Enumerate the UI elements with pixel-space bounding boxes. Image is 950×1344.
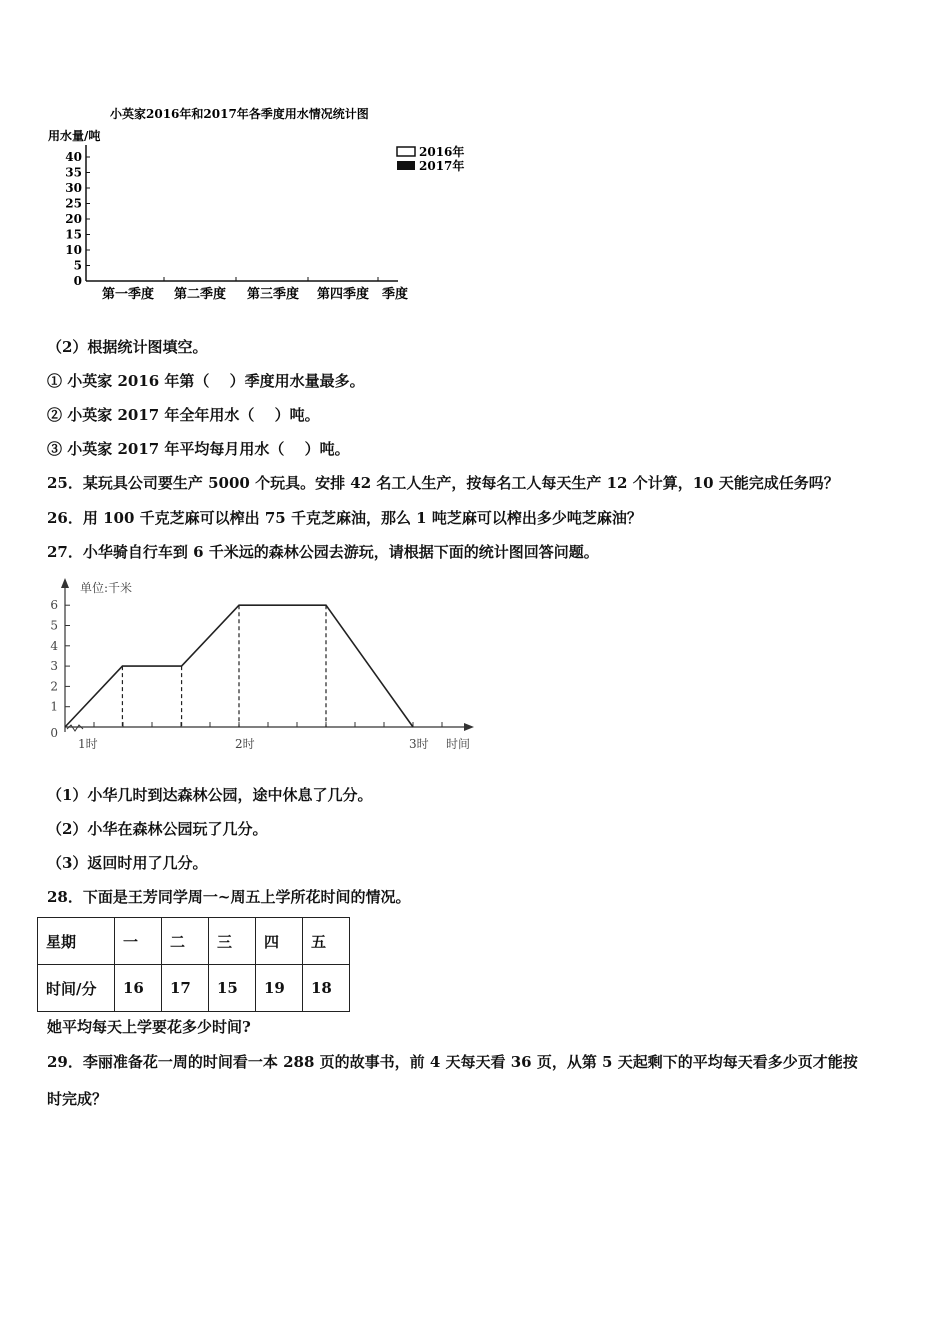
q27-sub2: （2）小华在森林公园玩了几分。: [47, 820, 268, 838]
chart1-title: 小英家2016年和2017年各季度用水情况统计图: [110, 107, 369, 121]
water-usage-chart: [40, 100, 480, 315]
x-tick-label: 2时: [235, 737, 255, 751]
table-cell: 三: [209, 918, 256, 965]
question-27: 27．小华骑自行车到 6 千米远的森林公园去游玩，请根据下面的统计图回答问题。: [47, 543, 599, 561]
y-tick-label: 25: [65, 196, 82, 211]
table-cell: 二: [162, 918, 209, 965]
distance-time-chart: [40, 570, 490, 760]
chart2-y-ticks: [50, 598, 70, 740]
table-cell: 16: [115, 965, 162, 1012]
question-26: 26．用 100 千克芝麻可以榨出 75 千克芝麻油，那么 1 吨芝麻可以榨出多少吨芝麻油？: [47, 509, 642, 527]
y-tick-label: 10: [65, 243, 82, 257]
q24-item3: ③ 小英家 2017 年平均每月用水（ ）吨。: [47, 440, 350, 458]
y-tick-label: 4: [50, 638, 58, 653]
y-tick-label: 3: [50, 659, 58, 674]
y-tick-label: 0: [50, 726, 58, 740]
table-cell: 17: [162, 965, 209, 1012]
chart2-x-arrow: [464, 723, 474, 731]
table-cell: 五: [303, 918, 350, 965]
table-cell: 18: [303, 965, 350, 1012]
table-cell: 星期: [38, 918, 115, 965]
x-tick-label: 第三季度: [246, 287, 300, 302]
q28-question: 她平均每天上学要花多少时间?: [47, 1018, 251, 1036]
schedule-table: [37, 917, 350, 1012]
question-29-line1: 29．李丽准备花一周的时间看一本 288 页的故事书，前 4 天每天看 36 页，从第 5 天起剩下的平均每天看多少页才能按: [47, 1053, 858, 1071]
table-cell: 15: [209, 965, 256, 1012]
y-tick-label: 1: [50, 699, 58, 714]
table-row: [38, 918, 350, 965]
y-tick-label: 20: [65, 212, 82, 226]
legend-2016-label: 2016年: [419, 145, 465, 159]
y-tick-label: 15: [65, 227, 82, 242]
distance-line: [65, 605, 413, 727]
chart2-minor-ticks: [94, 722, 442, 727]
x-tick-label: 1时: [78, 737, 98, 751]
y-tick-label: 6: [50, 598, 58, 613]
chart2-x-ticks: [78, 736, 429, 751]
y-tick-label: 40: [65, 150, 82, 164]
chart1-xlabel: 季度: [382, 287, 409, 302]
chart1-ylabel: 用水量/吨: [48, 129, 101, 143]
x-tick-label: 第一季度: [101, 287, 155, 302]
table-cell: 时间/分: [38, 965, 115, 1012]
y-tick-label: 35: [65, 165, 82, 180]
x-tick-label: 第二季度: [173, 287, 227, 302]
table-cell: 四: [256, 918, 303, 965]
q27-sub1: （1）小华几时到达森林公园，途中休息了几分。: [47, 786, 373, 804]
q24-item2: ② 小英家 2017 年全年用水（ ）吨。: [47, 406, 320, 424]
y-tick-label: 0: [73, 274, 82, 288]
table-cell: 19: [256, 965, 303, 1012]
axis-break-mark: [67, 725, 83, 731]
y-tick-label: 5: [50, 618, 58, 633]
q24-item1: ① 小英家 2016 年第（ ）季度用水量最多。: [47, 372, 365, 390]
legend-2017-swatch: [397, 161, 415, 170]
x-tick-label: 3时: [409, 737, 429, 751]
x-tick-label: 第四季度: [316, 287, 370, 302]
chart2-ylabel: 单位:千米: [80, 581, 133, 595]
y-tick-label: 5: [73, 258, 82, 273]
chart2-xlabel: 时间: [446, 737, 471, 751]
y-tick-label: 30: [65, 181, 82, 195]
table-cell: 一: [115, 918, 162, 965]
y-tick-label: 2: [50, 679, 58, 694]
legend-2017-label: 2017年: [419, 159, 465, 173]
question-28: 28．下面是王芳同学周一~周五上学所花时间的情况。: [47, 888, 411, 906]
legend-2016-swatch: [397, 147, 415, 156]
question-29-line2: 时完成？: [47, 1090, 108, 1108]
q24-sub2: （2）根据统计图填空。: [47, 338, 208, 356]
chart2-y-arrow: [61, 578, 69, 588]
q27-sub3: （3）返回时用了几分。: [47, 854, 208, 872]
table-row: [38, 965, 350, 1012]
question-25: 25．某玩具公司要生产 5000 个玩具。安排 42 名工人生产，按每名工人每天生产 12 个计算，10 天能完成任务吗？: [47, 474, 839, 492]
